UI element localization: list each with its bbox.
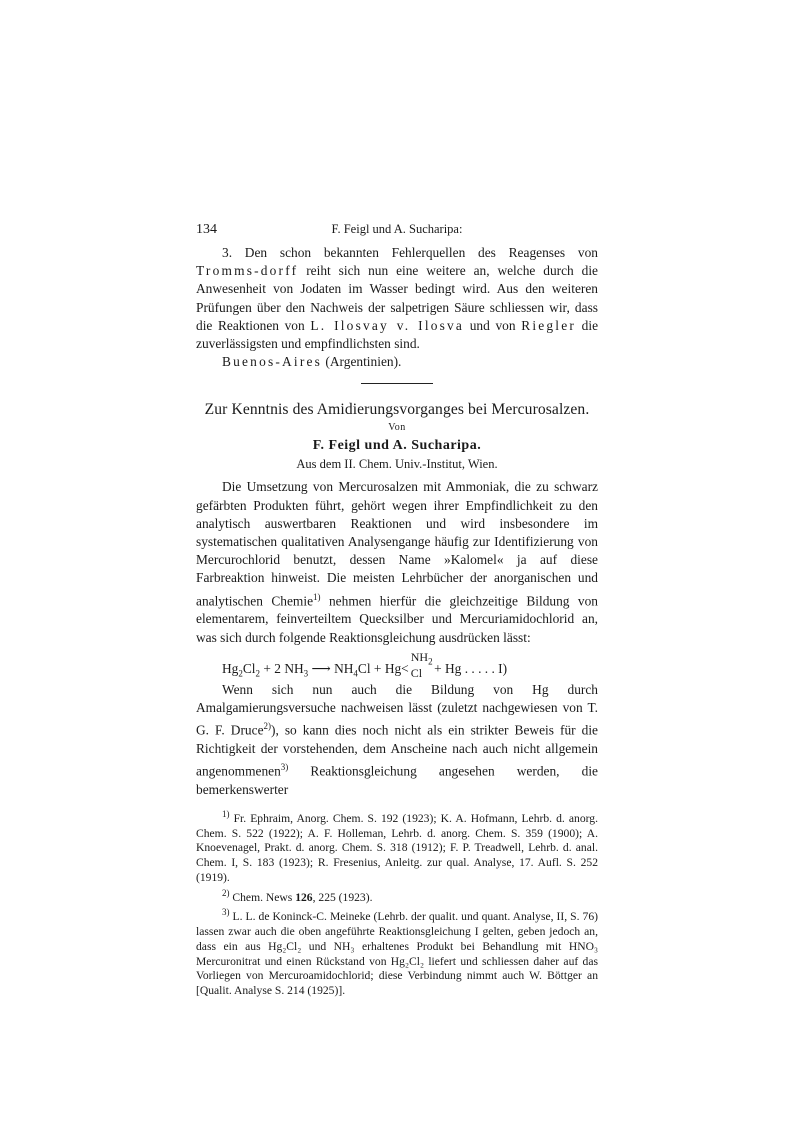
eq-term: NH bbox=[334, 660, 354, 676]
footnote-text: Fr. Ephraim, Anorg. Chem. S. 192 (1923); K. A. Hofmann, Lehrb. d. anorg. Chem. S. 522 (1922); A. F. Holleman, Lehrb. d. anorg. Chem. S. 359 (1900); A. Knoevenagel, Prakt. d. anorg. Chem. S. 318 (1912); F. P. Treadwell, Lehrb. d. anal. Chem. I, S. 183 (1923); R. Fresenius, Anleitg. zur qual. Analyse, 17. Aufl. S. 252 (1919). bbox=[196, 811, 598, 884]
author-name: L. Ilosvay v. Ilosva bbox=[310, 317, 465, 333]
text: 3. Den schon bekannten Fehlerquellen des Reagenses von bbox=[222, 245, 598, 260]
footnotes bbox=[196, 807, 598, 999]
paragraph bbox=[196, 681, 598, 799]
footnote-number: 2) bbox=[222, 887, 230, 898]
eq-term: Hg bbox=[222, 660, 239, 676]
text: reiht sich nun eine weitere an, welche durch die Anwesenheit von Jodaten im Wasser bedingt wird. Aus den weiteren Prüfungen über den Nachweis der salpetrigen Säure schliessen wir, dass die Reaktionen von bbox=[196, 263, 598, 333]
article-body bbox=[196, 478, 598, 798]
eq-sub: 2 bbox=[428, 656, 433, 667]
text: Die Umsetzung von Mercurosalzen mit Ammoniak, die zu schwarz gefärbten Produkten führt, gehört wegen ihrer Empfindlichkeit zu den analytisch auswertbaren Reaktionen und wird insbesondere im systematischen qualitativen Analysengange häufig zur Identifizierung von Mercurochlorid benutzt, dessen Name »Kalomel« ja auf diese Farbreaktion hinweist. Die meisten Lehrbücher der anorganischen und analytischen Chemie bbox=[196, 479, 598, 609]
paragraph bbox=[196, 478, 598, 646]
place-name: Buenos-Aires bbox=[222, 354, 323, 370]
place-line bbox=[222, 353, 598, 371]
eq-term: NH bbox=[410, 649, 429, 664]
footnote-ref: 1) bbox=[313, 591, 321, 602]
footnote-ref: 2) bbox=[263, 721, 272, 732]
place-country: (Argentinien). bbox=[325, 354, 402, 370]
reaction-arrow-icon: ⟶ bbox=[308, 660, 335, 676]
institute-line: Aus dem II. Chem. Univ.-Institut, Wien. bbox=[296, 457, 498, 472]
footnote-number: 3) bbox=[222, 907, 230, 918]
eq-substituents bbox=[409, 649, 433, 680]
footnote-number: 1) bbox=[222, 808, 230, 819]
eq-term: Cl + Hg< bbox=[357, 660, 409, 676]
eq-sub: 2 bbox=[255, 668, 261, 679]
author-name: Tromms-dorff bbox=[196, 263, 299, 279]
eq-sub: 3 bbox=[303, 668, 309, 679]
paragraph bbox=[196, 244, 598, 353]
footnote-text: , 225 (1923). bbox=[312, 890, 373, 904]
text: und von bbox=[469, 317, 516, 333]
author-name: Riegler bbox=[521, 317, 577, 333]
text: Reaktionsgleichung angesehen werden, die bemerkenswerter bbox=[196, 763, 598, 797]
eq-sub: 2 bbox=[238, 668, 243, 679]
text: nehmen hierfür die gleichzeitige Bildung von elementarem, feinverteiltem Quecksilber und Mercuriamidochlorid an, was sich durch folgende Reaktionsgleichung ausdrücken lässt: bbox=[196, 593, 599, 645]
footnote-ref: 3) bbox=[280, 762, 289, 772]
volume-number: 126 bbox=[295, 890, 313, 904]
eq-term: Cl bbox=[242, 660, 256, 676]
von-label: Von bbox=[388, 422, 406, 434]
article-title: Zur Kenntnis des Amidierungsvorganges bei Mercurosalzen. bbox=[204, 401, 590, 419]
page-header bbox=[196, 222, 598, 244]
text: Wenn sich nun auch die Bildung von Hg durch Amalgamierungsversuche nachweisen lässt (zuletzt nachgewiesen von T. G. F. Druce bbox=[196, 681, 598, 738]
reaction-equation bbox=[222, 647, 598, 681]
article-authors: F. Feigl und A. Sucharipa. bbox=[312, 438, 482, 454]
separator-rule bbox=[361, 383, 433, 384]
eq-term: + Hg . . . . . I) bbox=[430, 660, 508, 676]
footnote bbox=[196, 886, 598, 906]
footnote bbox=[196, 905, 598, 999]
text: die zuverlässigsten und empfindlichsten sind. bbox=[196, 317, 599, 352]
footnote-text: L. L. de Koninck-C. Meineke (Lehrb. der qualit. und quant. Analyse, II, S. 76) lassen zwar auch die oben angeführte Reaktionsgleichung I gelten, geben jedoch an, dass ein aus Hg₂Cl₂ und NH₃ erhaltenes Produkt bei Behandlung mit HNO₃ Mercuronitrat und einen Rückstand von Hg₂Cl₂ liefert und schliessen daher auf das Vorliegen von Mercuroamidochlorid; diese Verbindung nimmt auch W. Böttger an [Qualit. Analyse S. 214 (1925)]. bbox=[196, 910, 598, 998]
previous-article-end bbox=[196, 244, 598, 371]
page-number: 134 bbox=[196, 222, 217, 237]
text: ), so kann dies noch nicht als ein strikter Beweis für die Richtigkeit der vorstehenden, dem Anscheine nach auch nicht allgemein angenommenen bbox=[196, 722, 598, 779]
eq-term: + 2 NH bbox=[260, 660, 304, 676]
eq-sub: 4 bbox=[353, 668, 358, 679]
page bbox=[196, 222, 598, 999]
running-title: F. Feigl und A. Sucharipa: bbox=[331, 222, 463, 236]
footnote bbox=[196, 807, 598, 886]
footnote-text: Chem. News bbox=[232, 890, 296, 904]
eq-term: Cl bbox=[410, 665, 423, 680]
